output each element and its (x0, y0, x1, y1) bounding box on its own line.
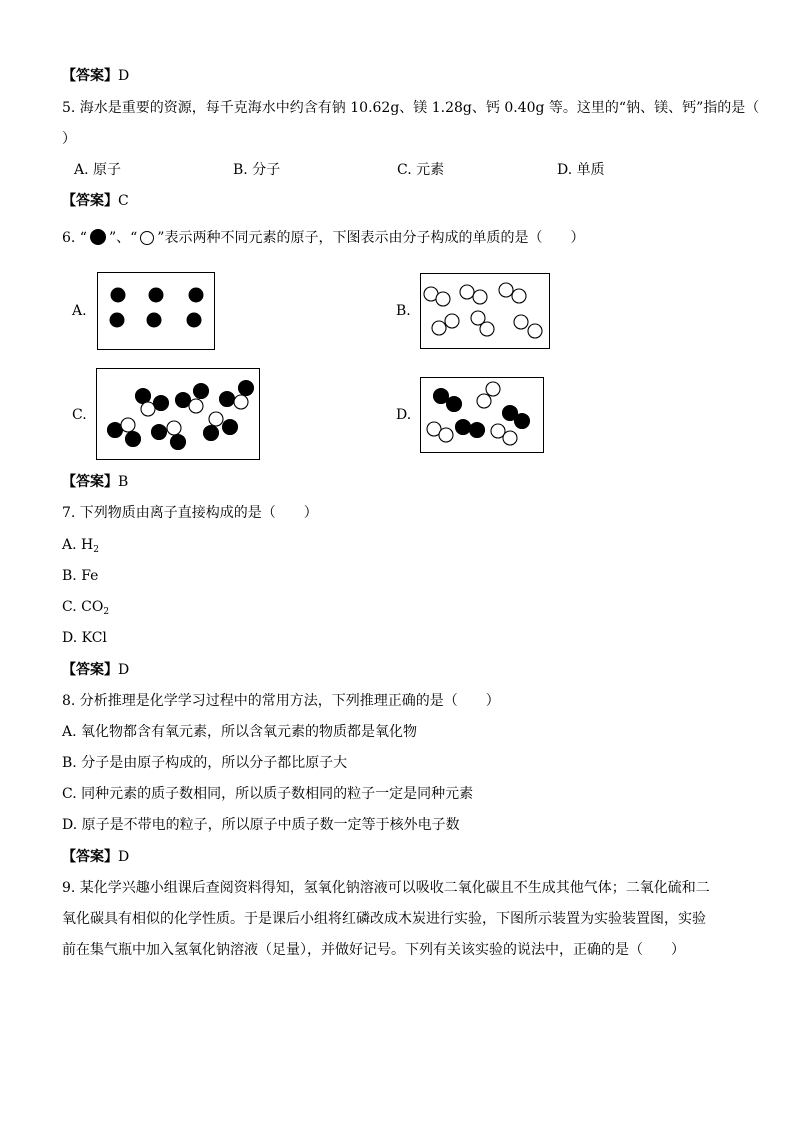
q8-option-a: A. 氧化物都含有氧元素，所以含氧元素的物质都是氧化物 (62, 724, 418, 740)
q9-stem-line2: 氧化碳具有相似的化学性质。于是课后小组将红磷改成木炭进行实验，下图所示装置为实验装置图，实验 (62, 911, 706, 927)
q7-option-c: C. $CO_2$ (62, 599, 110, 617)
q6-label-d: D. (396, 407, 412, 423)
q5-stem-close: ） (62, 131, 76, 147)
white-atom-icon (140, 231, 154, 245)
q8-option-d: D. 原子是不带电的粒子，所以原子中质子数一定等于核外电子数 (62, 817, 460, 833)
q9-stem-line3: 前在集气瓶中加入氢氧化钠溶液（足量），并做好记号。下列有关该实验的说法中，正确的是（ ） (62, 942, 685, 958)
q5-option-c: C. 元素 (397, 162, 445, 178)
q7-answer: 【答案】D (62, 662, 130, 678)
q8-option-b: B. 分子是由原子构成的，所以分子都比原子大 (62, 755, 348, 771)
q7-option-b: B. Fe (62, 568, 99, 584)
q8-stem: 8. 分析推理是化学学习过程中的常用方法，下列推理正确的是（ ） (62, 693, 500, 709)
q6-figure-b (420, 273, 550, 349)
q5-option-d: D. 单质 (557, 162, 605, 178)
answer-value: D (118, 68, 130, 84)
q8-option-c: C. 同种元素的质子数相同，所以质子数相同的粒子一定是同种元素 (62, 786, 474, 802)
q6-label-c: C. (72, 407, 87, 423)
q6-stem: 6. “ ”、“ ”表示两种不同元素的原子，下图表示由分子构成的单质的是（ ） (62, 230, 585, 246)
q7-option-d: D. KCl (62, 630, 107, 646)
q7-stem: 7. 下列物质由离子直接构成的是（ ） (62, 505, 318, 521)
q5-answer: 【答案】C (62, 193, 129, 209)
q6-label-a: A. (72, 303, 87, 319)
q6-figure-c (96, 368, 260, 460)
q6-figure-a (97, 272, 215, 350)
q5-option-a: A. 原子 (74, 162, 122, 178)
q5-option-b: B. 分子 (233, 162, 281, 178)
q6-label-b: B. (396, 303, 411, 319)
q6-figure-d (420, 377, 544, 453)
black-atom-icon (90, 229, 106, 245)
answer-label: 【答案】 (62, 68, 118, 84)
q9-stem-line1: 9. 某化学兴趣小组课后查阅资料得知，氢氧化钠溶液可以吸收二氧化碳且不生成其他气体；二氧化硫和二 (62, 880, 710, 896)
q8-answer: 【答案】D (62, 849, 130, 865)
q7-option-a: A. $H_2$ (62, 537, 99, 555)
q6-answer: 【答案】B (62, 474, 129, 490)
q5-stem: 5. 海水是重要的资源，每千克海水中约含有钠 10.62g、镁 1.28g、钙 0.40g 等。这里的“钠、镁、钙”指的是（ (62, 100, 760, 116)
answer-line-4 (62, 67, 129, 85)
